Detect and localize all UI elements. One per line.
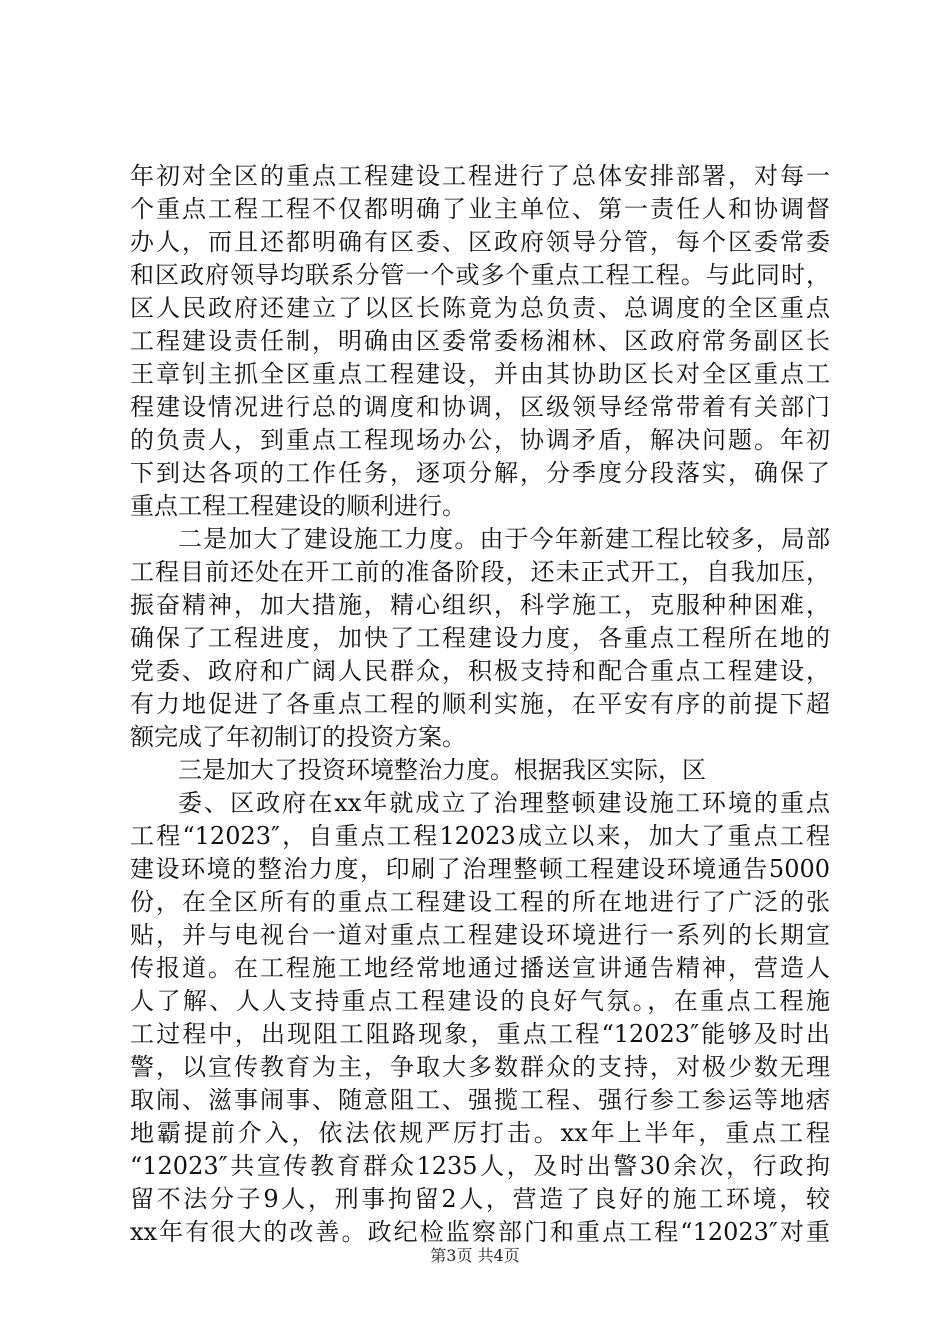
text-line: 工程目前还处在开工前的准备阶段，还未正式开工，自我加压， [130, 558, 830, 586]
text-line: 办人，而且还都明确有区委、区政府领导分管，每个区委常委 [130, 228, 830, 256]
page-number-footer: 第3页 共4页 [430, 1246, 520, 1265]
text-line: 建设环境的整治力度，印刷了治理整顿工程建设环境通告5000 [130, 855, 830, 883]
text-line: 王章钊主抓全区重点工程建设，并由其协助区长对全区重点工 [130, 360, 830, 388]
document-body [130, 160, 830, 1249]
text-line: 年初对全区的重点工程建设工程进行了总体安排部署，对每一 [130, 162, 830, 190]
text-line: “12023″共宣传教育群众1235人，及时出警30余次，行政拘 [130, 1152, 830, 1180]
text-line: 取闹、滋事闹事、随意阻工、强揽工程、强行参工参运等地痞 [130, 1086, 830, 1114]
text-line: 份，在全区所有的重点工程建设工程的所在地进行了广泛的张 [130, 888, 830, 916]
text-line: 额完成了年初制订的投资方案。 [130, 723, 466, 751]
text-line: 贴，并与电视台一道对重点工程建设环境进行一系列的长期宣 [130, 921, 830, 949]
text-line: 留不法分子9人，刑事拘留2人，营造了良好的施工环境，较 [130, 1185, 830, 1213]
text-line: 工过程中，出现阻工阻路现象，重点工程“12023″能够及时出 [130, 1020, 830, 1048]
text-line: 警，以宣传教育为主，争取大多数群众的支持，对极少数无理 [130, 1053, 830, 1081]
text-line: 传报道。在工程施工地经常地通过播送宣讲通告精神，营造人 [130, 954, 830, 982]
paragraph-start-line: 委、区政府在xx年就成立了治理整顿建设施工环境的重点 [178, 789, 830, 817]
text-line: 个重点工程工程不仅都明确了业主单位、第一责任人和协调督 [130, 195, 830, 223]
text-line: 工程“12023″，自重点工程12023成立以来，加大了重点工程 [130, 822, 830, 850]
text-line: 下到达各项的工作任务，逐项分解，分季度分段落实，确保了 [130, 459, 830, 487]
text-line: 有力地促进了各重点工程的顺利实施，在平安有序的前提下超 [130, 690, 830, 718]
text-line: 的负责人，到重点工程现场办公，协调矛盾，解决问题。年初 [130, 426, 830, 454]
paragraph-start-line: 二是加大了建设施工力度。由于今年新建工程比较多，局部 [178, 525, 830, 553]
text-line: 工程建设责任制，明确由区委常委杨湘林、区政府常务副区长 [130, 327, 830, 355]
paragraph-start-line: 三是加大了投资环境整治力度。根据我区实际，区 [178, 756, 706, 784]
text-line: 确保了工程进度，加快了工程建设力度，各重点工程所在地的 [130, 624, 830, 652]
text-line: 地霸提前介入，依法依规严厉打击。xx年上半年，重点工程 [130, 1119, 830, 1147]
text-line: 重点工程工程建设的顺利进行。 [130, 492, 466, 520]
text-line: 程建设情况进行总的调度和协调，区级领导经常带着有关部门 [130, 393, 830, 421]
text-line: xx年有很大的改善。政纪检监察部门和重点工程“12023″对重 [130, 1218, 830, 1246]
text-line: 振奋精神，加大措施，精心组织，科学施工，克服种种困难， [130, 591, 830, 619]
text-line: 区人民政府还建立了以区长陈竟为总负责、总调度的全区重点 [130, 294, 830, 322]
text-line: 党委、政府和广阔人民群众，积极支持和配合重点工程建设， [130, 657, 830, 685]
text-line: 人了解、人人支持重点工程建设的良好气氛。，在重点工程施 [130, 987, 830, 1015]
text-line: 和区政府领导均联系分管一个或多个重点工程工程。与此同时， [130, 261, 830, 289]
